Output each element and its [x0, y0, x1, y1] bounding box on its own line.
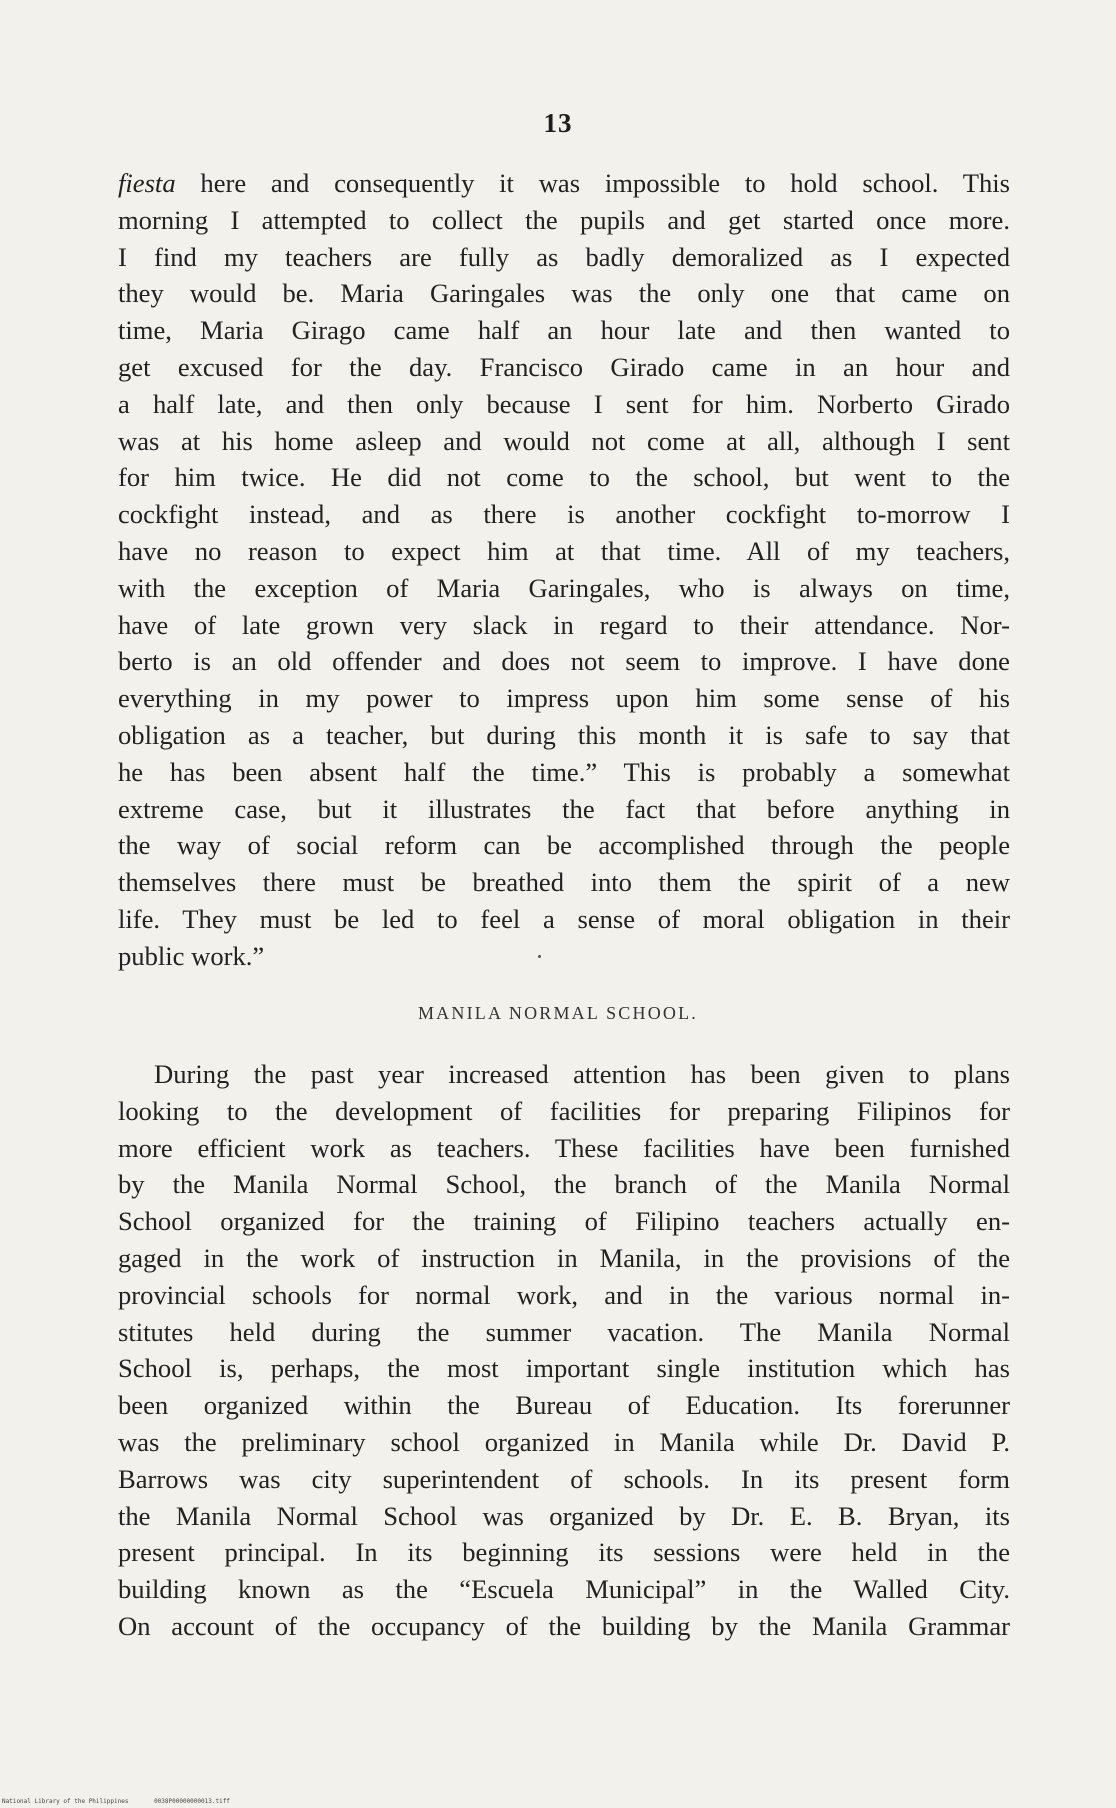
- text-line: gaged in the work of instruction in Manila, in the provisions of the: [118, 1242, 1010, 1273]
- text-line: present principal. In its beginning its sessions were held in the: [118, 1537, 1010, 1568]
- text-line-rest: here and consequently it was impossible to hold school. This: [175, 168, 1010, 198]
- text-line: During the past year increased attention has been given to plans: [154, 1059, 1010, 1089]
- text-line: everything in my power to impress upon him some sense of his: [118, 683, 1010, 714]
- text-line: Barrows was city superintendent of schools. In its present form: [118, 1463, 1010, 1494]
- scan-footer: [2, 1798, 252, 1805]
- text-line: more efficient work as teachers. These facilities have been furnished: [118, 1132, 1010, 1163]
- text-line: themselves there must be breathed into them the spirit of a new: [118, 867, 1010, 898]
- text-line: extreme case, but it illustrates the fact that before anything in: [118, 793, 1010, 824]
- text-line: obligation as a teacher, but during this month it is safe to say that: [118, 719, 1010, 750]
- text-line: public work.”: [118, 940, 265, 971]
- text-line: been organized within the Bureau of Education. Its forerunner: [118, 1390, 1010, 1421]
- text-line: for him twice. He did not come to the school, but went to the: [118, 462, 1010, 493]
- page-number: 13: [543, 108, 573, 138]
- text-line: have no reason to expect him at that time. All of my teachers,: [118, 535, 1010, 566]
- text-line: berto is an old offender and does not seem to improve. I have done: [118, 646, 1010, 677]
- text-line: looking to the development of facilities for preparing Filipinos for: [118, 1095, 1010, 1126]
- section-heading: MANILA NORMAL SCHOOL.: [417, 1003, 699, 1023]
- text-line: the way of social reform can be accomplished through the people: [118, 830, 1010, 861]
- text-line: School organized for the training of Filipino teachers actually en-: [118, 1206, 1010, 1237]
- paragraph-continued: [118, 165, 1010, 975]
- text-line: the Manila Normal School was organized by Dr. E. B. Bryan, its: [118, 1500, 1010, 1531]
- text-line: I find my teachers are fully as badly demoralized as I expected: [118, 241, 1010, 272]
- text-line: have of late grown very slack in regard to their attendance. Nor-: [118, 609, 1010, 640]
- file-name: 0038P00000000013.tiff: [154, 1798, 230, 1805]
- text-line: provincial schools for normal work, and in the various normal in-: [118, 1279, 1010, 1310]
- library-credit: National Library of the Philippines: [2, 1798, 129, 1805]
- paragraph-normal-school: [118, 1056, 1010, 1645]
- text-line: he has been absent half the time.” This is probably a somewhat: [118, 756, 1010, 787]
- text-line: by the Manila Normal School, the branch of the Manila Normal: [118, 1169, 1010, 1200]
- text-line: was at his home asleep and would not come at all, although I sent: [118, 425, 1010, 456]
- ink-speck: [538, 955, 541, 958]
- text-line: building known as the “Escuela Municipal” in the Walled City.: [118, 1574, 1010, 1605]
- text-line: [118, 165, 1010, 202]
- text-line: School is, perhaps, the most important single institution which has: [118, 1353, 1010, 1384]
- text-line: get excused for the day. Francisco Girado came in an hour and: [118, 351, 1010, 382]
- text-line: was the preliminary school organized in Manila while Dr. David P.: [118, 1426, 1010, 1457]
- text-line: stitutes held during the summer vacation. The Manila Normal: [118, 1316, 1010, 1347]
- italic-word: fiesta: [118, 168, 176, 198]
- text-line: time, Maria Girago came half an hour late and then wanted to: [118, 315, 1010, 346]
- text-line: with the exception of Maria Garingales, who is always on time,: [118, 572, 1010, 603]
- text-line: morning I attempted to collect the pupils and get started once more.: [118, 204, 1010, 235]
- text-line: cockfight instead, and as there is another cockfight to-morrow I: [118, 499, 1010, 530]
- text-line: they would be. Maria Garingales was the only one that came on: [118, 278, 1010, 309]
- text-line: life. They must be led to feel a sense of moral obligation in their: [118, 903, 1010, 934]
- text-line: a half late, and then only because I sent for him. Norberto Girado: [118, 388, 1010, 419]
- text-line: On account of the occupancy of the building by the Manila Grammar: [118, 1610, 1010, 1641]
